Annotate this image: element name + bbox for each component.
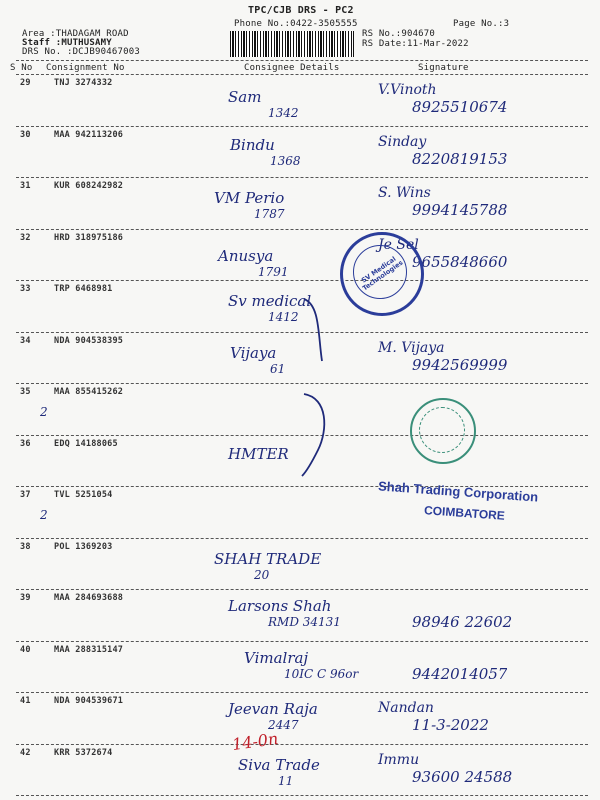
column-header-consignee: Consignee Details xyxy=(244,63,340,73)
bracket-mark-lower xyxy=(298,390,338,480)
row-signature: Je Sel xyxy=(378,236,419,253)
row-consignment-number: EDQ 14188065 xyxy=(54,438,118,449)
row-signature: M. Vijaya xyxy=(378,339,445,356)
row-serial-number: 32 xyxy=(20,232,31,243)
row-divider xyxy=(16,177,588,178)
row-consignment-number: NDA 904539671 xyxy=(54,696,124,706)
row-serial-number: 42 xyxy=(20,747,31,758)
row-consignee-name: Sv medical xyxy=(228,292,312,310)
row-divider xyxy=(16,383,588,384)
row-phone-number: 93600 24588 xyxy=(412,767,513,786)
row-serial-number: 40 xyxy=(20,644,31,655)
area-label: Area :THADAGAM ROAD xyxy=(22,29,129,39)
row-serial-number: 33 xyxy=(20,284,31,294)
row-signature: V.Vinoth xyxy=(378,82,437,98)
row-phone-number: 9655848660 xyxy=(412,252,508,271)
row-consignment-number: MAA 942113206 xyxy=(54,129,124,140)
row-consignment-number: MAA 288315147 xyxy=(54,644,124,655)
row-phone-number: 8220819153 xyxy=(412,149,508,168)
row-phone-number: 8925510674 xyxy=(412,98,508,116)
row-consignee-name: Jeevan Raja xyxy=(228,700,318,718)
row-consignee-code: 1787 xyxy=(254,207,285,221)
row-consignee-name: Anusya xyxy=(218,246,274,265)
row-consignment-number: HRD 318975186 xyxy=(54,232,124,243)
barcode xyxy=(230,31,354,57)
row-consignee-code: 10IC C 96or xyxy=(284,666,359,681)
row-consignment-number: POL 1369203 xyxy=(54,541,113,552)
row-consignee-name: SHAH TRADE xyxy=(214,549,322,568)
row-consignee-code: 2 xyxy=(40,405,48,419)
row-phone-number: 9942569999 xyxy=(412,355,508,374)
row-consignee-code: 61 xyxy=(270,361,286,376)
column-header-signature: Signature xyxy=(418,63,469,73)
staff-label: Staff :MUTHUSAMY xyxy=(22,38,112,48)
row-serial-number: 31 xyxy=(20,181,31,191)
column-header-sno: S No xyxy=(10,63,33,73)
header-top-rule xyxy=(16,60,588,61)
row-consignee-name: HMTER xyxy=(228,444,289,463)
rs-number: RS No.:904670 xyxy=(362,29,436,39)
row-divider xyxy=(16,280,588,281)
row-divider xyxy=(16,744,588,745)
row-consignee-code: 2 xyxy=(40,508,48,522)
row-serial-number: 38 xyxy=(20,541,31,552)
phone-number: Phone No.:0422-3505555 xyxy=(234,19,358,29)
row-consignee-name: Bindu xyxy=(230,135,275,154)
row-consignee-name: Vimalraj xyxy=(244,648,309,667)
row-consignment-number: TVL 5251054 xyxy=(54,490,113,500)
row-consignee-code: 1342 xyxy=(268,106,299,120)
row-consignee-code: 1791 xyxy=(258,264,289,279)
row-consignee-code: RMD 34131 xyxy=(268,615,341,629)
row-consignment-number: MAA 284693688 xyxy=(54,593,124,603)
row-serial-number: 34 xyxy=(20,335,31,346)
page-number: Page No.:3 xyxy=(453,19,510,29)
row-consignment-number: MAA 855415262 xyxy=(54,387,124,397)
row-consignment-number: KUR 608242982 xyxy=(54,181,124,191)
row-divider xyxy=(16,795,588,796)
row-serial-number: 37 xyxy=(20,490,31,500)
header-bottom-rule xyxy=(16,74,588,75)
row-serial-number: 29 xyxy=(20,78,31,88)
row-phone-number: 98946 22602 xyxy=(412,613,513,631)
row-serial-number: 35 xyxy=(20,387,31,397)
row-consignee-name: Larsons Shah xyxy=(228,597,332,615)
row-signature: Nandan xyxy=(378,700,434,716)
row-signature: Immu xyxy=(378,751,420,768)
row-serial-number: 30 xyxy=(20,129,31,140)
row-phone-number: 11-3-2022 xyxy=(412,716,489,734)
row-divider xyxy=(16,692,588,693)
shah-trading-stamp-line2: COIMBATORE xyxy=(423,503,506,523)
row-consignee-code: 20 xyxy=(254,567,270,582)
document-title: TPC/CJB DRS - PC2 xyxy=(248,5,354,16)
bracket-mark-upper xyxy=(300,295,330,365)
row-serial-number: 39 xyxy=(20,593,31,603)
row-serial-number: 41 xyxy=(20,696,31,706)
row-consignee-name: Siva Trade xyxy=(238,755,320,774)
row-divider xyxy=(16,641,588,642)
row-consignee-name: Vijaya xyxy=(230,343,277,362)
row-signature: S. Wins xyxy=(378,185,431,201)
row-consignment-number: KRR 5372674 xyxy=(54,747,113,758)
row-phone-number: 9442014057 xyxy=(412,664,508,683)
column-header-consignment: Consignment No xyxy=(46,63,125,73)
drs-number: DRS No. :DCJB90467003 xyxy=(22,47,140,57)
row-serial-number: 36 xyxy=(20,438,31,449)
row-divider xyxy=(16,538,588,539)
shah-trading-stamp-line1: Shah Trading Corporation xyxy=(377,478,539,505)
row-consignee-code: 1368 xyxy=(270,153,301,168)
row-consignee-name: Sam xyxy=(228,88,262,106)
footer-handwritten-mark: 14-0n xyxy=(230,728,280,755)
row-consignee-code: 1412 xyxy=(268,310,299,324)
row-phone-number: 9994145788 xyxy=(412,201,508,219)
row-consignee-name: VM Perio xyxy=(214,189,285,207)
rs-date: RS Date:11-Mar-2022 xyxy=(362,39,469,49)
row-consignee-code: 2447 xyxy=(268,718,299,732)
row-consignee-code: 11 xyxy=(278,773,294,788)
row-divider xyxy=(16,126,588,127)
row-divider xyxy=(16,589,588,590)
row-consignment-number: TNJ 3274332 xyxy=(54,78,113,88)
row-signature: Sinday xyxy=(378,133,427,150)
sv-medicals-stamp xyxy=(340,232,424,316)
row-divider xyxy=(16,229,588,230)
green-circle-stamp xyxy=(410,398,476,464)
row-consignment-number: NDA 904538395 xyxy=(54,335,124,346)
sv-medicals-stamp-text: SV Medical Technologies xyxy=(359,254,405,293)
row-consignment-number: TRP 6468981 xyxy=(54,284,113,294)
